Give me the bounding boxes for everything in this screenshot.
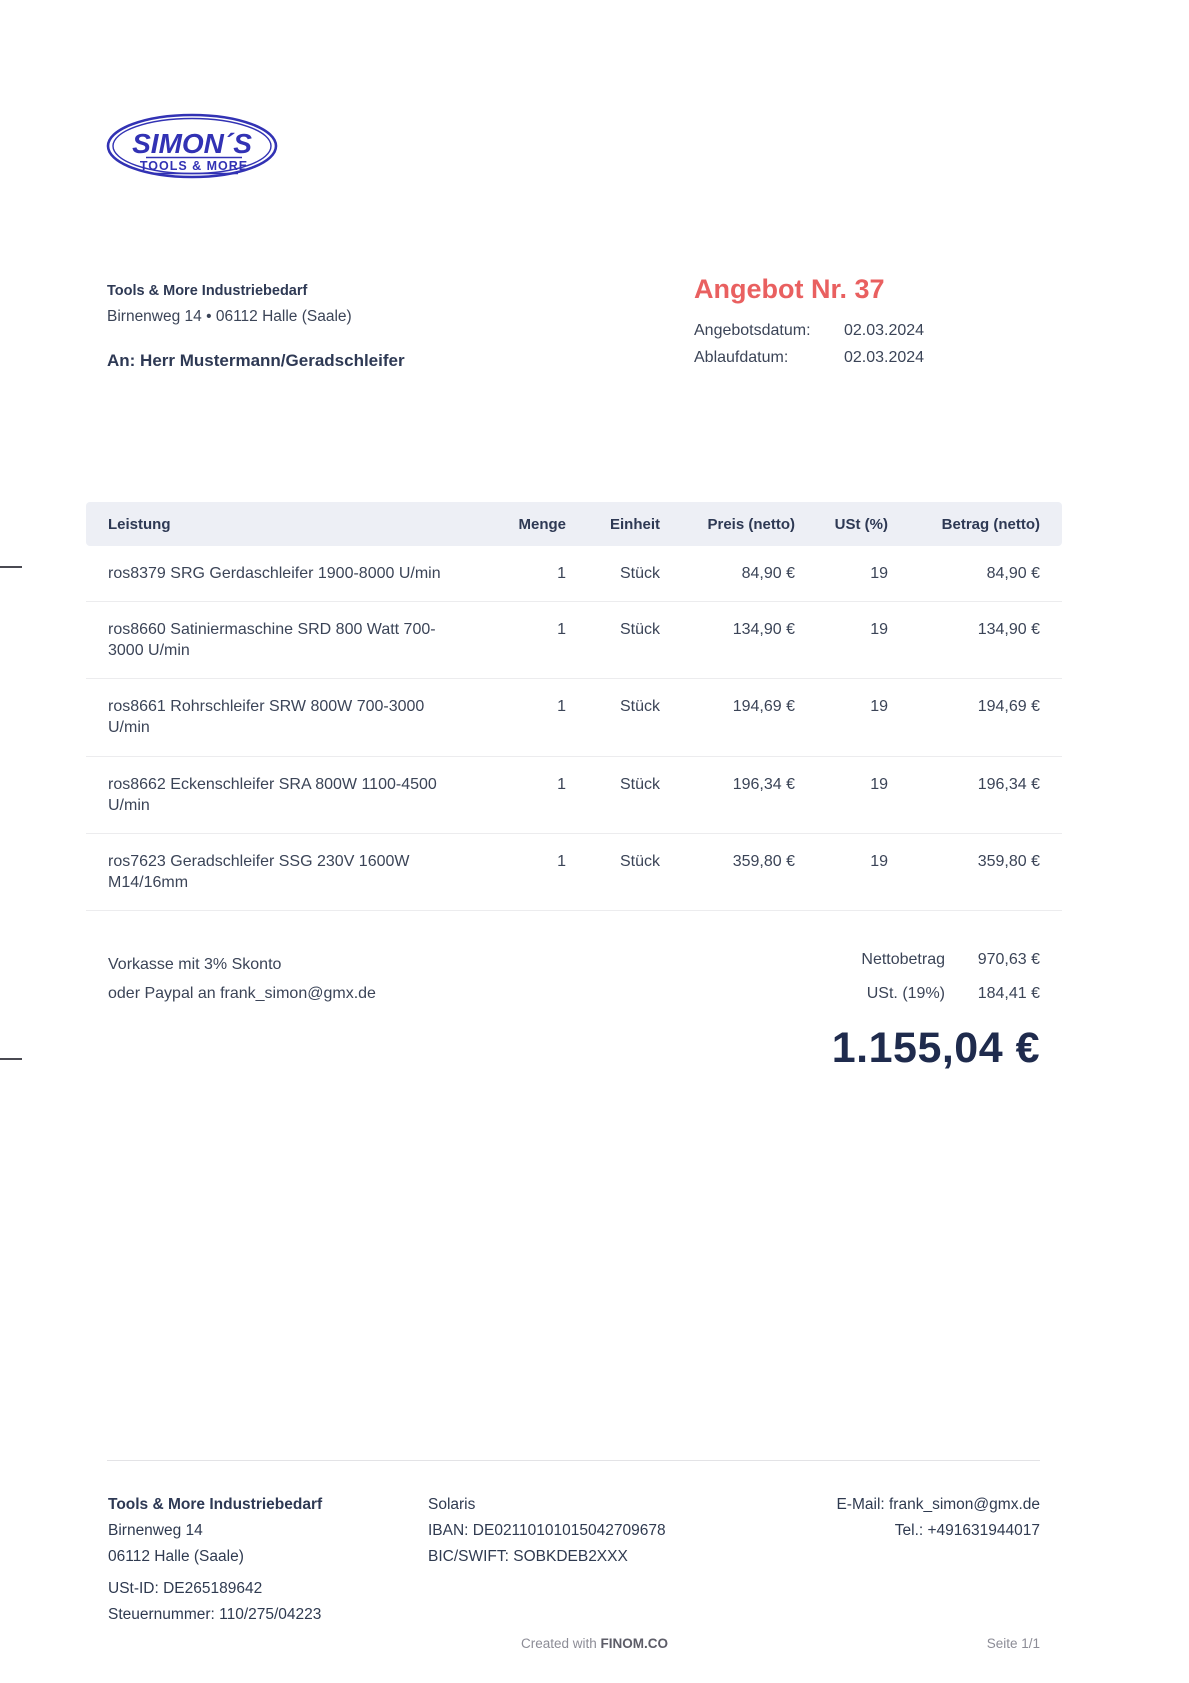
cell-ust: 19 [870, 565, 888, 582]
page-number: Seite 1/1 [986, 1636, 1040, 1651]
footer-bic: BIC/SWIFT: SOBKDEB2XXX [428, 1548, 628, 1565]
cell-leistung: ros7623 Geradschleifer SSG 230V 1600W M14/16mm [108, 852, 410, 891]
cell-ust: 19 [870, 775, 888, 793]
fold-mark-bottom [0, 1058, 22, 1060]
logo-name: SIMON´S [132, 128, 252, 159]
footer [108, 1492, 1040, 1628]
offer-header [694, 274, 1040, 367]
table-row [86, 602, 1062, 679]
column-header-betrag: Betrag (netto) [941, 515, 1040, 533]
cell-betrag: 194,69 € [977, 698, 1040, 716]
cell-leistung: ros8660 Satiniermaschine SRD 800 Watt 700-3000 U/min [108, 621, 436, 660]
footer-tax-number: Steuernummer: 110/275/04223 [108, 1606, 322, 1623]
table-header-row [86, 502, 1062, 546]
cell-leistung: ros8379 SRG Gerdaschleifer 1900-8000 U/min [108, 565, 441, 582]
cell-einheit: Stück [619, 698, 660, 716]
vat-value: 184,41 € [977, 985, 1040, 1002]
recipient-line: An: Herr Mustermann/Geradschleifer [107, 351, 405, 370]
items-table [86, 502, 1062, 911]
offer-date-label: Angebotsdatum: [694, 322, 811, 339]
cell-einheit: Stück [619, 621, 660, 639]
cell-ust: 19 [870, 852, 888, 870]
grand-total: 1.155,04 € [831, 1024, 1040, 1072]
offer-title: Angebot Nr. 37 [694, 274, 885, 304]
cell-einheit: Stück [619, 775, 660, 793]
footer-vat-id: USt-ID: DE265189642 [108, 1580, 263, 1597]
table-row [86, 834, 1062, 911]
cell-leistung: ros8661 Rohrschleifer SRW 800W 700-3000 U/min [108, 698, 425, 737]
footer-contact-column [836, 1492, 1040, 1628]
fold-mark-top [0, 566, 22, 568]
vat-label: USt. (19%) [866, 985, 945, 1002]
cell-betrag: 359,80 € [977, 852, 1040, 870]
column-header-menge: Menge [518, 515, 566, 533]
simons-logo-graphic [104, 110, 280, 184]
offer-expiry-value: 02.03.2024 [844, 349, 925, 366]
footer-company-city: 06112 Halle (Saale) [108, 1548, 244, 1565]
footer-company-street: Birnenweg 14 [108, 1522, 203, 1539]
table-row [86, 546, 1062, 602]
table-row [86, 757, 1062, 834]
offer-date-value: 02.03.2024 [844, 322, 925, 339]
payment-line-2: oder Paypal an frank_simon@gmx.de [108, 985, 376, 1002]
net-total-row [861, 951, 1040, 969]
created-with-text: Created with [520, 1636, 601, 1651]
footer-divider [107, 1460, 1040, 1461]
net-total-label: Nettobetrag [861, 951, 945, 968]
payment-line-1: Vorkasse mit 3% Skonto [108, 956, 282, 973]
cell-preis: 134,90 € [732, 621, 795, 639]
footer-company-column [108, 1492, 428, 1628]
sender-block [107, 283, 405, 371]
table-row [86, 679, 1062, 756]
cell-betrag: 84,90 € [986, 565, 1040, 582]
company-logo [104, 110, 280, 189]
cell-menge: 1 [557, 698, 566, 716]
cell-leistung: ros8662 Eckenschleifer SRA 800W 1100-4500 U/min [108, 775, 437, 814]
column-header-preis: Preis (netto) [707, 515, 795, 533]
column-header-leistung: Leistung [108, 515, 171, 533]
sender-address: Birnenweg 14 • 06112 Halle (Saale) [107, 308, 352, 325]
payment-terms [108, 950, 376, 1008]
column-header-ust: USt (%) [834, 515, 888, 533]
cell-preis: 196,34 € [732, 775, 795, 793]
cell-einheit: Stück [619, 852, 660, 870]
cell-betrag: 196,34 € [977, 775, 1040, 793]
cell-preis: 84,90 € [741, 565, 795, 582]
footer-bank-column [428, 1492, 836, 1628]
logo-tagline: TOOLS & MORE [139, 159, 249, 173]
footer-iban: IBAN: DE02110101015042709678 [428, 1522, 666, 1539]
cell-menge: 1 [557, 775, 566, 793]
totals-block [861, 951, 1040, 1019]
cell-betrag: 134,90 € [977, 621, 1040, 639]
finom-brand: FINOM.CO [600, 1636, 669, 1651]
cell-menge: 1 [557, 852, 566, 870]
offer-expiry-label: Ablaufdatum: [694, 349, 789, 366]
offer-dates [694, 322, 1040, 367]
cell-ust: 19 [870, 621, 888, 639]
cell-preis: 359,80 € [732, 852, 795, 870]
footer-email: E-Mail: frank_simon@gmx.de [836, 1496, 1040, 1513]
cell-menge: 1 [557, 565, 566, 582]
footer-company-name: Tools & More Industriebedarf [108, 1496, 323, 1513]
sender-company: Tools & More Industriebedarf [107, 283, 308, 299]
net-total-value: 970,63 € [977, 951, 1040, 968]
cell-ust: 19 [870, 698, 888, 716]
footer-bank-name: Solaris [428, 1496, 476, 1513]
cell-einheit: Stück [619, 565, 660, 582]
cell-menge: 1 [557, 621, 566, 639]
footer-phone: Tel.: +491631944017 [894, 1522, 1040, 1539]
cell-preis: 194,69 € [732, 698, 795, 716]
table-body [86, 546, 1062, 911]
column-header-einheit: Einheit [609, 515, 660, 533]
vat-row [861, 985, 1040, 1003]
